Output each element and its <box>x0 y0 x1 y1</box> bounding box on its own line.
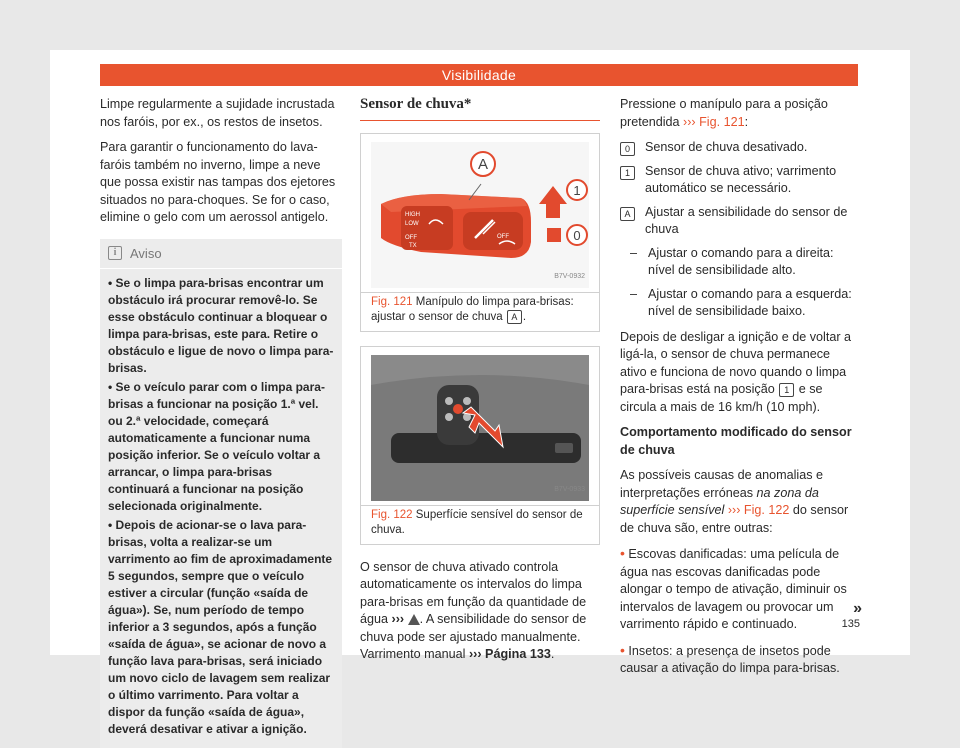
position-list <box>620 139 858 321</box>
figure-link[interactable]: ››› Fig. 121 <box>683 115 745 129</box>
svg-text:OFF: OFF <box>405 235 417 241</box>
paragraph: As possíveis causas de anomalias e interpretações erróneas na zona da superfície sensível ››› Fig. 122 do sensor de chuva são, entre outras: <box>620 467 858 537</box>
figure-code: B7V-0933 <box>554 481 585 499</box>
caption-text: Superfície sensível do sensor de chuva. <box>371 509 583 536</box>
list-item: A Ajustar a sensibilidade do sensor de chuva <box>620 204 858 239</box>
bullet-paragraph: • Escovas danificadas: uma película de água nas escovas danificadas pode alongar o tempo de ativação, diminuir os intervalos de lavagem ou provocar um varrimento rápido e continuado. <box>620 545 858 634</box>
subheading: Comportamento modificado do sensor de chuva <box>620 424 858 459</box>
figure-label: Fig. 122 <box>371 509 413 521</box>
svg-text:HIGH: HIGH <box>405 212 420 218</box>
figure-caption <box>361 505 599 544</box>
rain-sensor-photo <box>371 355 589 501</box>
notice-item: • Se o limpa para-brisas encontrar um obstáculo irá procurar removê-lo. Se esse obstáculo continuar a bloquear o limpa para-brisas, este para. Retire o obstáculo e ligue de novo o limpa para-brisas. <box>108 275 334 377</box>
bullet-paragraph: • Insetos: a presença de insetos pode causar a ativação do limpa para-brisas. <box>620 642 858 678</box>
notice-item: • Se o veículo parar com o limpa para-brisas a funcionar na posição 1.ª vel. ou 2.ª velocidade, começará automaticamente a funcionar numa posição inferior. Se o veículo voltar a arrancar, o limpa para-brisas continuará a funcionar na posição selecionada originalmente. <box>108 379 334 515</box>
position-badge: A <box>620 207 635 221</box>
figure-caption: Fig. 121 Manípulo do limpa para-brisas: ajustar o sensor de chuva A . <box>361 292 599 331</box>
paragraph: O sensor de chuva ativado controla automaticamente os intervalos do limpa para-brisas em função da quantidade de água ››› . A sensibilidade do sensor de chuva pode ser ajustado manualmente. Varrimento manual ››› Página 133. <box>360 559 600 664</box>
wiper-stalk-illustration <box>371 142 589 288</box>
page-link[interactable]: ››› Página 133 <box>469 647 551 661</box>
paragraph: Depois de desligar a ignição e de voltar a ligá-la, o sensor de chuva permanece ativo e funciona de novo quando o limpa para-brisas está na posição 1 e se circula a mais de 16 km/h (10 mph). <box>620 329 858 417</box>
figure-label: Fig. 121 <box>371 296 413 308</box>
notice-box <box>100 239 342 748</box>
svg-text:1: 1 <box>573 183 580 198</box>
info-icon: i <box>108 246 122 260</box>
sub-item: – Ajustar o comando para a esquerda: nível de sensibilidade baixo. <box>620 286 858 321</box>
notice-body <box>100 269 342 738</box>
list-item: 0 Sensor de chuva desativado. <box>620 139 858 157</box>
svg-text:LOW: LOW <box>405 221 419 227</box>
figure-code: B7V-0932 <box>554 268 585 286</box>
paragraph: Pressione o manípulo para a posição pretendida ››› Fig. 121: <box>620 96 858 131</box>
svg-text:TX: TX <box>409 243 417 249</box>
figure-122 <box>360 346 600 545</box>
notice-title: Aviso <box>130 245 162 263</box>
column-middle <box>360 96 600 672</box>
bullet-icon: • <box>108 276 116 290</box>
bullet-icon: • <box>108 518 116 532</box>
position-badge: 1 <box>620 166 635 180</box>
bullet-icon: • <box>108 380 116 394</box>
svg-text:0: 0 <box>573 228 580 243</box>
column-right <box>620 96 858 686</box>
position-badge: 1 <box>779 383 794 397</box>
notice-item: • Depois de acionar-se o lava para-brisas, volta a realizar-se um varrimento ao fim de aproximadamente 5 segundos, sempre que o veículo estiver a circular (função «saída de água»). Se, num período de tempo inferior a 3 segundos, após a função «saída de água», se acionar de novo a função lava para-brisas, será iniciado um novo ciclo de lavagem sem realizar o último varrimento. Para voltar a dispor da função «saída de água», deverá desativar e ativar a ignição. <box>108 517 334 738</box>
list-item: 1 Sensor de chuva ativo; varrimento automático se necessário. <box>620 163 858 198</box>
section-header: Visibilidade <box>100 64 858 86</box>
svg-text:A: A <box>478 156 488 173</box>
rain-sensor-drawing <box>371 355 589 501</box>
svg-text:OFF: OFF <box>497 234 509 240</box>
position-badge: 0 <box>620 142 635 156</box>
paragraph: Para garantir o funcionamento do lava-faróis também no inverno, limpe a neve que possa existir nas tampas dos ejetores situados no para-choques. Se for o caso, elimine o gelo com um aerossol antigelo. <box>100 139 342 227</box>
position-badge: A <box>507 310 522 324</box>
section-title: Sensor de chuva* <box>360 96 600 121</box>
bullet-icon: • <box>620 545 625 561</box>
column-left <box>100 96 342 748</box>
figure-121 <box>360 133 600 332</box>
paragraph: Limpe regularmente a sujidade incrustada nos faróis, por ex., os restos de insetos. <box>100 96 342 131</box>
warning-icon <box>408 614 420 625</box>
wiper-stalk-drawing <box>371 142 589 288</box>
sub-item: – Ajustar o comando para a direita: nível de sensibilidade alto. <box>620 245 858 280</box>
bullet-icon: • <box>620 642 625 658</box>
figure-link[interactable]: ››› Fig. 122 <box>728 503 790 517</box>
continue-marker: » <box>853 600 862 618</box>
caption-text: Manípulo do limpa para-brisas: ajustar o sensor de chuva <box>371 296 574 323</box>
page-number: 135 <box>842 618 860 630</box>
notice-header <box>100 239 342 270</box>
